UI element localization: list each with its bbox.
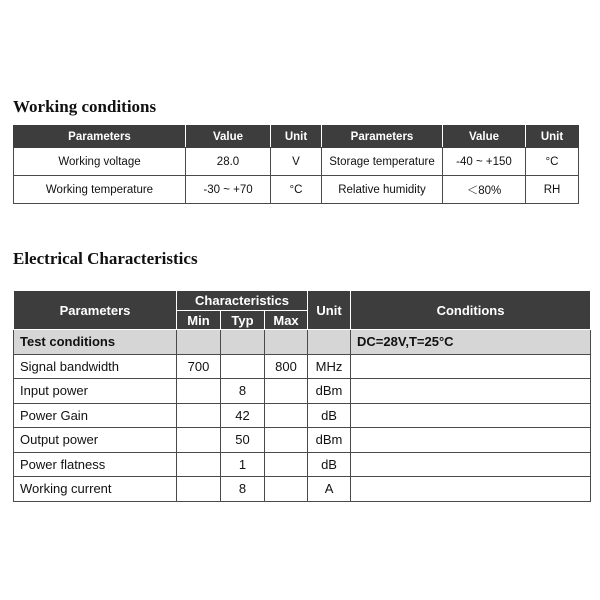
table-row: [14, 379, 591, 404]
table-row: [14, 354, 591, 379]
table-cell: [265, 379, 308, 404]
column-header: Unit: [271, 126, 322, 148]
table-cell: V: [271, 148, 322, 176]
test-conditions-row: [14, 330, 591, 355]
table-cell: [265, 330, 308, 355]
table-cell: 50: [221, 428, 265, 453]
table-cell: dB: [308, 403, 351, 428]
table-cell: 8: [221, 477, 265, 502]
table-cell: Working temperature: [14, 176, 186, 204]
table-header-row: [14, 291, 591, 311]
max-header: Max: [265, 311, 308, 330]
column-header: Parameters: [14, 126, 186, 148]
table-cell: [177, 452, 221, 477]
typ-header: Typ: [221, 311, 265, 330]
table-cell: -30 ~ +70: [186, 176, 271, 204]
table-cell: Working voltage: [14, 148, 186, 176]
table-cell: dB: [308, 452, 351, 477]
table-row: [14, 477, 591, 502]
table-cell: Output power: [14, 428, 177, 453]
table-cell: 42: [221, 403, 265, 428]
table-cell: [221, 354, 265, 379]
electrical-characteristics-table: [13, 290, 591, 502]
table-cell: [177, 379, 221, 404]
table-cell: [351, 477, 591, 502]
table-cell: [265, 452, 308, 477]
parameters-header: Parameters: [14, 291, 177, 330]
table-cell: [177, 403, 221, 428]
table-cell: [351, 354, 591, 379]
column-header: Value: [186, 126, 271, 148]
conditions-header: Conditions: [351, 291, 591, 330]
column-header: Value: [443, 126, 526, 148]
unit-header: Unit: [308, 291, 351, 330]
table-header-row: [14, 126, 579, 148]
column-header: Parameters: [322, 126, 443, 148]
table-cell: [221, 330, 265, 355]
table-cell: [351, 403, 591, 428]
table-cell: ＜80%: [443, 176, 526, 204]
table-cell: 700: [177, 354, 221, 379]
table-cell: 800: [265, 354, 308, 379]
table-cell: Signal bandwidth: [14, 354, 177, 379]
table-cell: [177, 477, 221, 502]
table-row: [14, 148, 579, 176]
table-cell: 1: [221, 452, 265, 477]
table-cell: [265, 403, 308, 428]
table-row: [14, 452, 591, 477]
table-cell: MHz: [308, 354, 351, 379]
table-cell: [351, 428, 591, 453]
table-cell: Relative humidity: [322, 176, 443, 204]
table-cell: [177, 330, 221, 355]
table-cell: A: [308, 477, 351, 502]
table-row: [14, 176, 579, 204]
table-row: [14, 403, 591, 428]
table-cell: 8: [221, 379, 265, 404]
table-cell: Working current: [14, 477, 177, 502]
electrical-characteristics-heading: Electrical Characteristics: [13, 249, 198, 268]
table-cell: °C: [526, 148, 579, 176]
table-cell: [265, 477, 308, 502]
table-cell: -40 ~ +150: [443, 148, 526, 176]
table-cell: Power Gain: [14, 403, 177, 428]
table-cell: °C: [271, 176, 322, 204]
table-cell: Power flatness: [14, 452, 177, 477]
table-cell: [308, 330, 351, 355]
working-conditions-heading: Working conditions: [13, 97, 157, 116]
table-cell: [351, 379, 591, 404]
table-cell: dBm: [308, 428, 351, 453]
table-cell: [177, 428, 221, 453]
characteristics-header: Characteristics: [177, 291, 308, 311]
table-cell: dBm: [308, 379, 351, 404]
table-cell: 28.0: [186, 148, 271, 176]
table-cell: Test conditions: [14, 330, 177, 355]
min-header: Min: [177, 311, 221, 330]
working-conditions-table: [13, 125, 579, 204]
table-cell: Input power: [14, 379, 177, 404]
table-cell: [265, 428, 308, 453]
table-cell: RH: [526, 176, 579, 204]
table-row: [14, 428, 591, 453]
table-cell: [351, 452, 591, 477]
table-cell: Storage temperature: [322, 148, 443, 176]
table-cell: DC=28V,T=25°C: [351, 330, 591, 355]
column-header: Unit: [526, 126, 579, 148]
